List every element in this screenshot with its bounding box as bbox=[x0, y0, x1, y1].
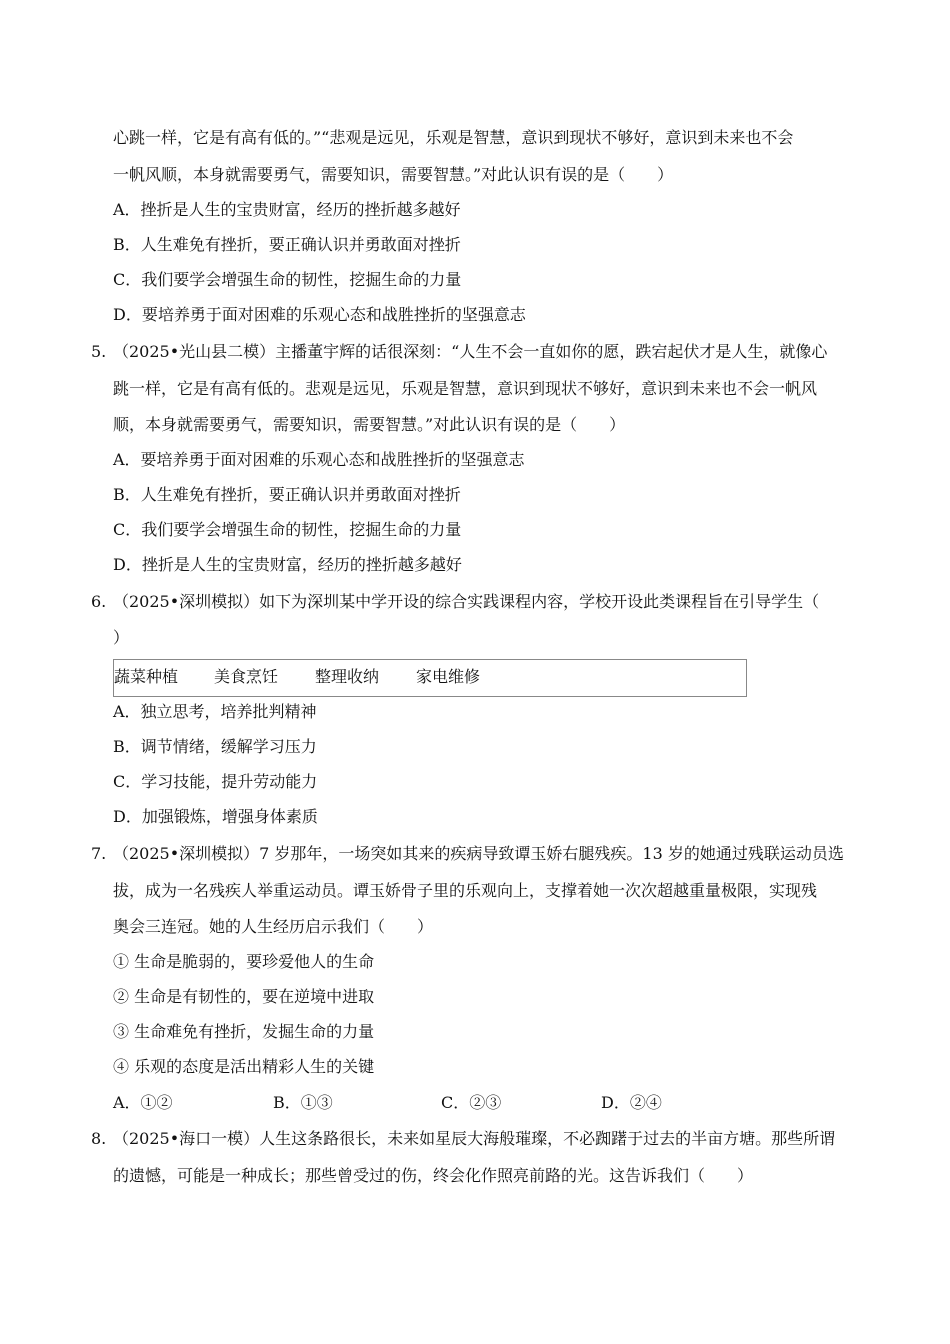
course-item-4: 家电维修 bbox=[416, 667, 481, 686]
q4-stem-line-1: 心跳一样，它是有高有低的。”“悲观是远见，乐观是智慧，意识到现状不够好，意识到未来也不会 bbox=[113, 128, 794, 147]
q8-stem-line-1: （2025•海口一模）人生这条路很长，未来如星辰大海般璀璨，不必踟躇于过去的半亩方塘。那些所谓 bbox=[113, 1129, 836, 1148]
q5-stem-line-3: 顺，本身就需要勇气，需要知识，需要智慧。”对此认识有误的是（ ） bbox=[113, 415, 626, 434]
q6-option-c: C．学习技能，提升劳动能力 bbox=[113, 772, 318, 791]
q5-option-c: C．我们要学会增强生命的韧性，挖掘生命的力量 bbox=[113, 520, 462, 539]
q5-option-b: B．人生难免有挫折，要正确认识并勇敢面对挫折 bbox=[113, 485, 461, 504]
q6-option-a: A．独立思考，培养批判精神 bbox=[113, 702, 317, 721]
course-item-2: 美食烹饪 bbox=[214, 667, 279, 686]
q8-stem-line-2: 的遗憾，可能是一种成长；那些曾受过的伤，终会化作照亮前路的光。这告诉我们（ ） bbox=[113, 1166, 754, 1185]
q5-number: 5. bbox=[91, 342, 107, 361]
q7-stem-line-1: （2025•深圳模拟）7 岁那年，一场突如其来的疾病导致谭玉娇右腿残疾。13 岁的她通过残联运动员选 bbox=[113, 844, 844, 863]
q4-option-d: D．要培养勇于面对困难的乐观心态和战胜挫折的坚强意志 bbox=[113, 305, 526, 324]
q7-choice-b: B．①③ bbox=[273, 1093, 333, 1112]
q6-number: 6. bbox=[91, 592, 107, 611]
q6-option-b: B．调节情绪，缓解学习压力 bbox=[113, 737, 317, 756]
q7-statement-1: ① 生命是脆弱的，要珍爱他人的生命 bbox=[113, 952, 375, 971]
q7-stem-line-3: 奥会三连冠。她的人生经历启示我们（ ） bbox=[113, 917, 434, 936]
q5-stem-line-1: （2025•光山县二模）主播董宇辉的话很深刻：“人生不会一直如你的愿，跌宕起伏才是人生，就像心 bbox=[113, 342, 828, 361]
course-item-3: 整理收纳 bbox=[315, 667, 380, 686]
course-table bbox=[113, 659, 747, 697]
q7-statement-3: ③ 生命难免有挫折，发掘生命的力量 bbox=[113, 1022, 375, 1041]
q7-number: 7. bbox=[91, 844, 107, 863]
q5-stem-line-2: 跳一样，它是有高有低的。悲观是远见，乐观是智慧，意识到现状不够好，意识到未来也不会一帆风 bbox=[113, 379, 818, 398]
q6-stem-line-2: ） bbox=[113, 628, 130, 647]
q4-option-a: A．挫折是人生的宝贵财富，经历的挫折越多越好 bbox=[113, 200, 461, 219]
q4-option-b: B．人生难免有挫折，要正确认识并勇敢面对挫折 bbox=[113, 235, 461, 254]
q7-choice-a: A．①② bbox=[113, 1093, 173, 1112]
q7-stem-line-2: 拔，成为一名残疾人举重运动员。谭玉娇骨子里的乐观向上，支撑着她一次次超越重量极限，实现残 bbox=[113, 881, 818, 900]
q7-choice-d: D．②④ bbox=[601, 1093, 662, 1112]
q5-option-d: D．挫折是人生的宝贵财富，经历的挫折越多越好 bbox=[113, 555, 462, 574]
q6-option-d: D．加强锻炼，增强身体素质 bbox=[113, 807, 318, 826]
q6-stem-line-1: （2025•深圳模拟）如下为深圳某中学开设的综合实践课程内容，学校开设此类课程旨在引导学生（ bbox=[113, 592, 820, 611]
q4-stem-line-2: 一帆风顺，本身就需要勇气，需要知识，需要智慧。”对此认识有误的是（ ） bbox=[113, 165, 674, 184]
q7-choice-c: C．②③ bbox=[441, 1093, 502, 1112]
q7-statement-2: ② 生命是有韧性的，要在逆境中进取 bbox=[113, 987, 375, 1006]
q4-option-c: C．我们要学会增强生命的韧性，挖掘生命的力量 bbox=[113, 270, 462, 289]
q8-number: 8. bbox=[91, 1129, 107, 1148]
q7-statement-4: ④ 乐观的态度是活出精彩人生的关键 bbox=[113, 1057, 375, 1076]
q5-option-a: A．要培养勇于面对困难的乐观心态和战胜挫折的坚强意志 bbox=[113, 450, 525, 469]
course-item-1: 蔬菜种植 bbox=[114, 667, 179, 686]
